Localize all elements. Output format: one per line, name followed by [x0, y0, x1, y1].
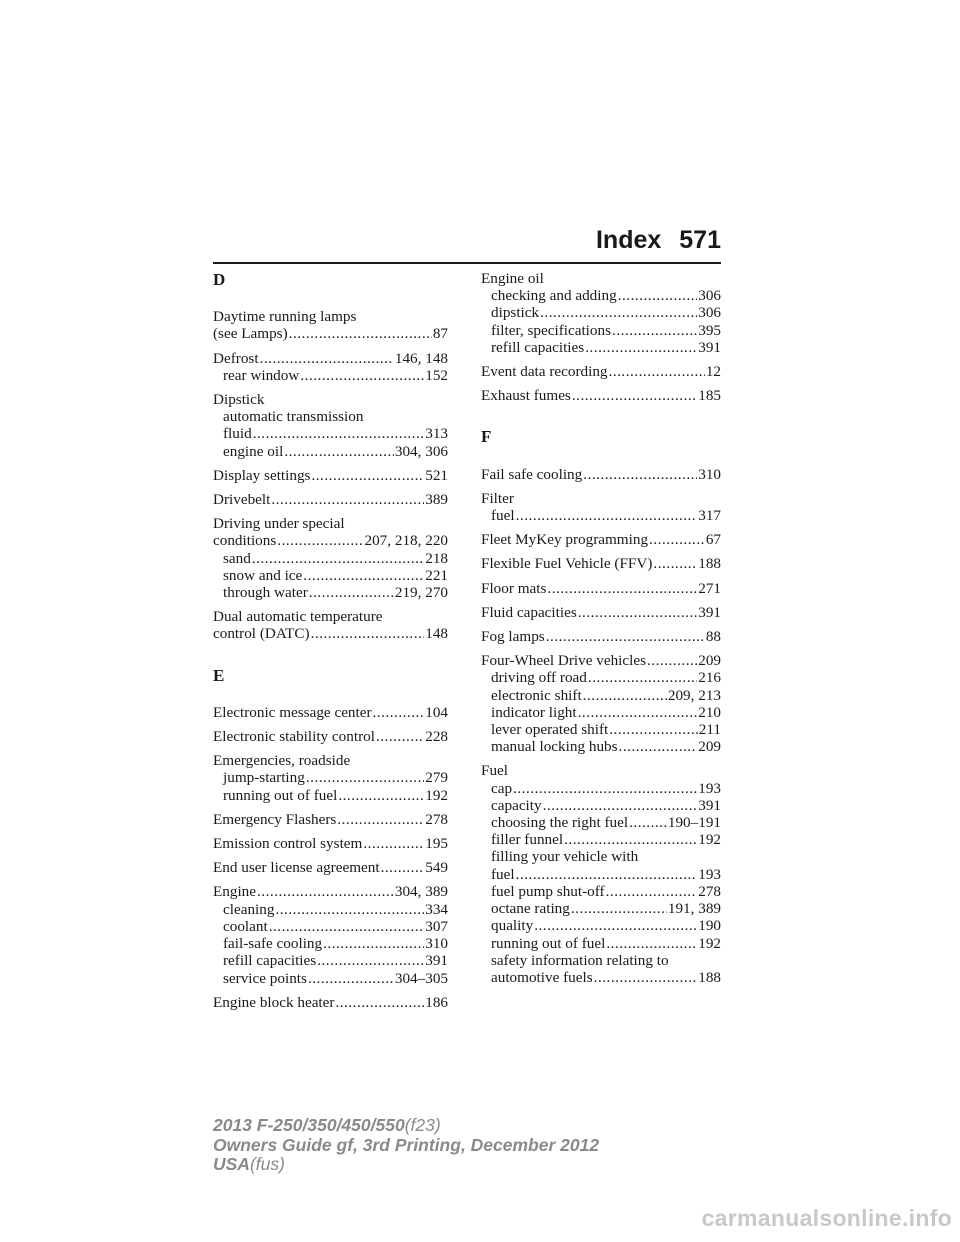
entry-page-ref: 192	[425, 786, 448, 804]
index-entry-line	[213, 515, 448, 532]
entry-term: Drivebelt	[213, 491, 271, 509]
index-subentry	[481, 900, 721, 917]
dot-leader	[619, 738, 698, 755]
entry-term: Defrost	[213, 349, 259, 367]
dot-leader	[609, 363, 705, 380]
index-entry	[213, 728, 448, 745]
dot-leader	[583, 466, 697, 483]
dot-leader	[564, 831, 697, 848]
entry-term: fuel pump shut-off	[491, 882, 605, 900]
entry-term: fuel	[491, 865, 515, 883]
index-column-right	[481, 270, 721, 993]
index-entry-line	[481, 363, 721, 380]
entry-page-ref: 304–305	[394, 969, 448, 987]
index-entry-line	[213, 835, 448, 852]
index-subentry	[213, 584, 448, 601]
index-letter-heading: F	[481, 427, 492, 447]
entry-page-ref: 271	[698, 579, 721, 597]
index-entry	[481, 652, 721, 755]
dot-leader	[583, 687, 667, 704]
index-entry-line	[213, 491, 448, 508]
entry-page-ref: 210	[698, 703, 721, 721]
entry-term: Electronic stability control	[213, 728, 375, 746]
index-subentry	[213, 970, 448, 987]
index-entry-line	[213, 752, 448, 769]
index-entry	[213, 704, 448, 721]
entry-term: filter, specifications	[491, 321, 612, 339]
entry-page-ref: 310	[425, 935, 448, 953]
entry-page-ref: 395	[698, 321, 721, 339]
header-title: Index	[595, 226, 662, 254]
entry-term: service points	[223, 969, 307, 987]
index-subentry	[481, 339, 721, 356]
entry-term: refill capacities	[491, 338, 585, 356]
dot-leader	[516, 866, 698, 883]
entry-page-ref: 278	[425, 810, 448, 828]
entry-page-ref: 313	[425, 425, 448, 443]
entry-term: Floor mats	[481, 579, 547, 597]
dot-leader	[546, 628, 705, 645]
dot-leader	[612, 322, 697, 339]
entry-page-ref: 190–191	[667, 814, 721, 832]
entry-term: Fleet MyKey programming	[481, 531, 649, 549]
dot-leader	[606, 883, 698, 900]
index-entry-line	[481, 490, 721, 507]
dot-leader	[311, 467, 424, 484]
index-entry	[481, 762, 721, 986]
dot-leader	[647, 652, 697, 669]
entry-page-ref: 549	[425, 859, 448, 877]
dot-leader	[618, 287, 698, 304]
index-subentry	[213, 901, 448, 918]
entry-term: quality	[491, 917, 534, 935]
index-entry-line	[213, 608, 448, 625]
entry-page-ref: 391	[698, 338, 721, 356]
entry-term: Fluid capacities	[481, 603, 577, 621]
entry-term: Electronic message center	[213, 703, 372, 721]
index-subentry	[213, 952, 448, 969]
dot-leader	[260, 350, 394, 367]
entry-page-ref: 307	[425, 917, 448, 935]
entry-term: Filter	[481, 489, 514, 507]
index-subentry	[481, 780, 721, 797]
entry-term: Fail safe cooling	[481, 465, 583, 483]
entry-page-ref: 148	[425, 625, 448, 643]
dot-leader	[588, 669, 697, 686]
index-subentry	[481, 831, 721, 848]
entry-page-ref: 192	[698, 934, 721, 952]
index-subentry	[481, 322, 721, 339]
entry-term: cap	[491, 779, 513, 797]
index-entry	[481, 466, 721, 483]
dot-leader	[578, 604, 697, 621]
entry-page-ref: 12	[705, 363, 721, 381]
page-header	[213, 226, 721, 260]
index-entry-line	[481, 555, 721, 572]
index-subentry	[481, 952, 721, 969]
entry-page-ref: 391	[698, 603, 721, 621]
dot-leader	[252, 550, 424, 567]
dot-leader	[271, 491, 424, 508]
index-entry	[213, 308, 448, 342]
index-letter-heading: E	[213, 665, 225, 685]
index-subentry	[213, 550, 448, 567]
entry-term: refill capacities	[223, 952, 317, 970]
index-subentry	[481, 721, 721, 738]
dot-leader	[303, 567, 424, 584]
dot-leader	[513, 780, 697, 797]
dot-leader	[317, 952, 424, 969]
dot-leader	[306, 769, 424, 786]
dot-leader	[653, 555, 697, 572]
index-entry-line	[213, 625, 448, 642]
entry-term: snow and ice	[223, 566, 303, 584]
entry-term: through water	[223, 584, 308, 602]
footer-model-code: (f23)	[404, 1115, 441, 1135]
entry-term: running out of fuel	[223, 786, 338, 804]
dot-leader	[308, 970, 394, 987]
index-entry-line	[213, 728, 448, 745]
dot-leader	[649, 531, 705, 548]
index-entry-line	[213, 704, 448, 721]
index-subentry	[481, 797, 721, 814]
index-entry-line	[481, 604, 721, 621]
entry-page-ref: 209	[698, 738, 721, 756]
page-footer	[213, 1116, 599, 1175]
dot-leader	[338, 787, 424, 804]
entry-page-ref: 211	[698, 721, 721, 739]
index-entry	[213, 859, 448, 876]
entry-term: filler funnel	[491, 831, 564, 849]
dot-leader	[309, 584, 394, 601]
entry-term: Exhaust fumes	[481, 387, 571, 405]
entry-page-ref: 306	[698, 304, 721, 322]
entry-term: End user license agreement	[213, 859, 380, 877]
entry-term: electronic shift	[491, 686, 582, 704]
index-subentry	[481, 669, 721, 686]
index-subentry	[481, 687, 721, 704]
entry-page-ref: 218	[425, 549, 448, 567]
entry-page-ref: 228	[425, 728, 448, 746]
dot-leader	[337, 811, 424, 828]
dot-leader	[571, 900, 667, 917]
entry-page-ref: 193	[698, 865, 721, 883]
dot-leader	[543, 797, 698, 814]
index-entry	[213, 608, 448, 642]
entry-term: fail-safe cooling	[223, 935, 323, 953]
entry-term: sand	[223, 549, 251, 567]
entry-page-ref: 67	[705, 531, 721, 549]
dot-leader	[289, 325, 432, 342]
index-entry	[213, 350, 448, 384]
entry-page-ref: 195	[425, 835, 448, 853]
dot-leader	[335, 994, 424, 1011]
entry-term: capacity	[491, 796, 542, 814]
dot-leader	[629, 814, 667, 831]
dot-leader	[323, 935, 424, 952]
index-subentry	[481, 883, 721, 900]
entry-term: Dual automatic temperature	[213, 608, 383, 626]
entry-term: automotive fuels	[491, 968, 593, 986]
dot-leader	[300, 367, 424, 384]
entry-term: lever operated shift	[491, 721, 609, 739]
entry-page-ref: 317	[698, 507, 721, 525]
entry-term: filling your vehicle with	[491, 848, 639, 866]
entry-term: Display settings	[213, 466, 311, 484]
entry-page-ref: 306	[698, 287, 721, 305]
index-subentry	[481, 814, 721, 831]
entry-page-ref: 188	[698, 968, 721, 986]
dot-leader	[606, 935, 697, 952]
entry-term: rear window	[223, 366, 300, 384]
index-subentry	[481, 935, 721, 952]
entry-term: Emission control system	[213, 835, 363, 853]
index-entry	[481, 580, 721, 597]
index-entry	[481, 270, 721, 356]
entry-page-ref: 190	[698, 917, 721, 935]
index-subentry	[481, 738, 721, 755]
dot-leader	[269, 918, 425, 935]
entry-term: checking and adding	[491, 287, 617, 305]
dot-leader	[594, 969, 698, 986]
index-subentry	[213, 408, 448, 425]
footer-model: 2013 F-250/350/450/550	[213, 1115, 405, 1135]
dot-leader	[572, 387, 697, 404]
entry-page-ref: 279	[425, 769, 448, 787]
index-entry	[481, 531, 721, 548]
entry-term: (see Lamps)	[213, 325, 288, 343]
index-subentry	[481, 304, 721, 321]
index-entry	[213, 467, 448, 484]
index-entry-line	[481, 580, 721, 597]
index-entry	[213, 752, 448, 804]
entry-term: engine oil	[223, 442, 284, 460]
header-rule	[213, 262, 721, 264]
dot-leader	[311, 625, 425, 642]
dot-leader	[363, 835, 424, 852]
index-entry	[213, 491, 448, 508]
index-subentry	[481, 848, 721, 865]
index-entry	[481, 555, 721, 572]
entry-page-ref: 88	[705, 628, 721, 646]
entry-page-ref: 391	[425, 952, 448, 970]
entry-page-ref: 310	[698, 465, 721, 483]
entry-term: Dipstick	[213, 391, 265, 409]
dot-leader	[578, 704, 698, 721]
dot-leader	[275, 901, 424, 918]
entry-page-ref: 146, 148	[394, 349, 448, 367]
entry-term: cleaning	[223, 900, 275, 918]
entry-page-ref: 221	[425, 566, 448, 584]
index-subentry	[481, 507, 721, 524]
index-subentry	[481, 287, 721, 304]
entry-term: Emergency Flashers	[213, 810, 337, 828]
entry-term: indicator light	[491, 703, 577, 721]
index-letter-heading: D	[213, 270, 226, 289]
dot-leader	[381, 859, 425, 876]
entry-term: choosing the right fuel	[491, 814, 629, 832]
page-number: 571	[679, 226, 721, 254]
index-subentry	[213, 425, 448, 442]
dot-leader	[284, 443, 394, 460]
index-subentry	[213, 787, 448, 804]
index-subentry	[481, 866, 721, 883]
entry-page-ref: 219, 270	[394, 584, 448, 602]
index-subentry	[213, 769, 448, 786]
index-entry	[481, 628, 721, 645]
watermark: carmanualsonline.info	[701, 1205, 952, 1231]
index-entry	[213, 994, 448, 1011]
index-entry-line	[481, 762, 721, 779]
entry-page-ref: 188	[698, 555, 721, 573]
entry-term: Fuel	[481, 762, 509, 780]
entry-page-ref: 521	[425, 466, 448, 484]
index-subentry	[481, 704, 721, 721]
index-subentry	[213, 367, 448, 384]
entry-page-ref: 389	[425, 491, 448, 509]
index-subentry	[213, 443, 448, 460]
entry-page-ref: 152	[425, 366, 448, 384]
dot-leader	[540, 304, 697, 321]
entry-page-ref: 391	[698, 796, 721, 814]
index-entry	[213, 515, 448, 601]
entry-page-ref: 186	[425, 993, 448, 1011]
entry-term: Emergencies, roadside	[213, 752, 351, 770]
entry-page-ref: 185	[698, 387, 721, 405]
entry-term: control (DATC)	[213, 625, 310, 643]
index-entry-line	[481, 387, 721, 404]
dot-leader	[585, 339, 697, 356]
index-entry-line	[213, 532, 448, 549]
entry-term: fuel	[491, 507, 515, 525]
index-entry	[481, 363, 721, 380]
entry-term: fluid	[223, 425, 252, 443]
index-entry-line	[481, 270, 721, 287]
footer-market-code: (fus)	[249, 1154, 285, 1174]
entry-page-ref: 193	[698, 779, 721, 797]
entry-page-ref: 216	[698, 669, 721, 687]
entry-term: conditions	[213, 532, 277, 550]
dot-leader	[609, 721, 698, 738]
entry-page-ref: 334	[425, 900, 448, 918]
entry-page-ref: 209, 213	[667, 686, 721, 704]
index-subentry	[481, 917, 721, 934]
index-entry-line	[213, 325, 448, 342]
dot-leader	[277, 532, 363, 549]
entry-term: driving off road	[491, 669, 587, 687]
entry-page-ref: 207, 218, 220	[364, 532, 448, 550]
index-entry	[481, 387, 721, 404]
index-entry	[213, 811, 448, 828]
index-entry	[213, 835, 448, 852]
dot-leader	[376, 728, 424, 745]
entry-term: jump-starting	[223, 769, 305, 787]
entry-term: Engine block heater	[213, 993, 335, 1011]
index-subentry	[213, 935, 448, 952]
index-subentry	[213, 918, 448, 935]
entry-page-ref: 192	[698, 831, 721, 849]
index-entry	[481, 490, 721, 524]
entry-term: Engine oil	[481, 270, 544, 287]
index-subentry	[213, 567, 448, 584]
entry-page-ref: 278	[698, 882, 721, 900]
dot-leader	[373, 704, 425, 721]
index-column-left	[213, 270, 448, 1018]
entry-page-ref: 104	[425, 703, 448, 721]
index-entry	[481, 604, 721, 621]
index-entry-line	[213, 308, 448, 325]
entry-term: Event data recording	[481, 363, 608, 381]
entry-page-ref: 304, 306	[394, 442, 448, 460]
dot-leader	[534, 917, 697, 934]
index-entry-line	[481, 628, 721, 645]
entry-term: coolant	[223, 917, 268, 935]
entry-term: Driving under special	[213, 515, 345, 533]
entry-term: manual locking hubs	[491, 738, 618, 756]
index-entry	[213, 391, 448, 460]
dot-leader	[547, 580, 697, 597]
entry-term: Daytime running lamps	[213, 308, 357, 326]
entry-term: automatic transmission	[223, 408, 364, 426]
index-entry-line	[481, 466, 721, 483]
footer-guide: Owners Guide gf, 3rd Printing, December 2012	[213, 1134, 600, 1155]
entry-page-ref: 304, 389	[394, 883, 448, 901]
entry-term: safety information relating to	[491, 951, 669, 969]
entry-term: Engine	[213, 883, 257, 901]
entry-term: Flexible Fuel Vehicle (FFV)	[481, 555, 653, 573]
index-entry	[213, 883, 448, 986]
index-entry-line	[213, 994, 448, 1011]
entry-term: Fog lamps	[481, 628, 545, 646]
dot-leader	[257, 883, 394, 900]
dot-leader	[253, 425, 425, 442]
footer-market: USA	[213, 1154, 250, 1174]
index-subentry	[481, 969, 721, 986]
index-entry-line	[213, 467, 448, 484]
entry-page-ref: 87	[432, 325, 448, 343]
entry-term: Four-Wheel Drive vehicles	[481, 652, 647, 670]
index-entry-line	[213, 391, 448, 408]
entry-term: octane rating	[491, 900, 570, 918]
index-entry-line	[481, 531, 721, 548]
entry-term: dipstick	[491, 304, 540, 322]
entry-page-ref: 191, 389	[667, 900, 721, 918]
entry-page-ref: 209	[698, 652, 721, 670]
entry-term: running out of fuel	[491, 934, 606, 952]
index-entry-line	[481, 652, 721, 669]
dot-leader	[516, 507, 698, 524]
index-entry-line	[213, 859, 448, 876]
index-entry-line	[213, 883, 448, 900]
index-entry-line	[213, 350, 448, 367]
index-entry-line	[213, 811, 448, 828]
